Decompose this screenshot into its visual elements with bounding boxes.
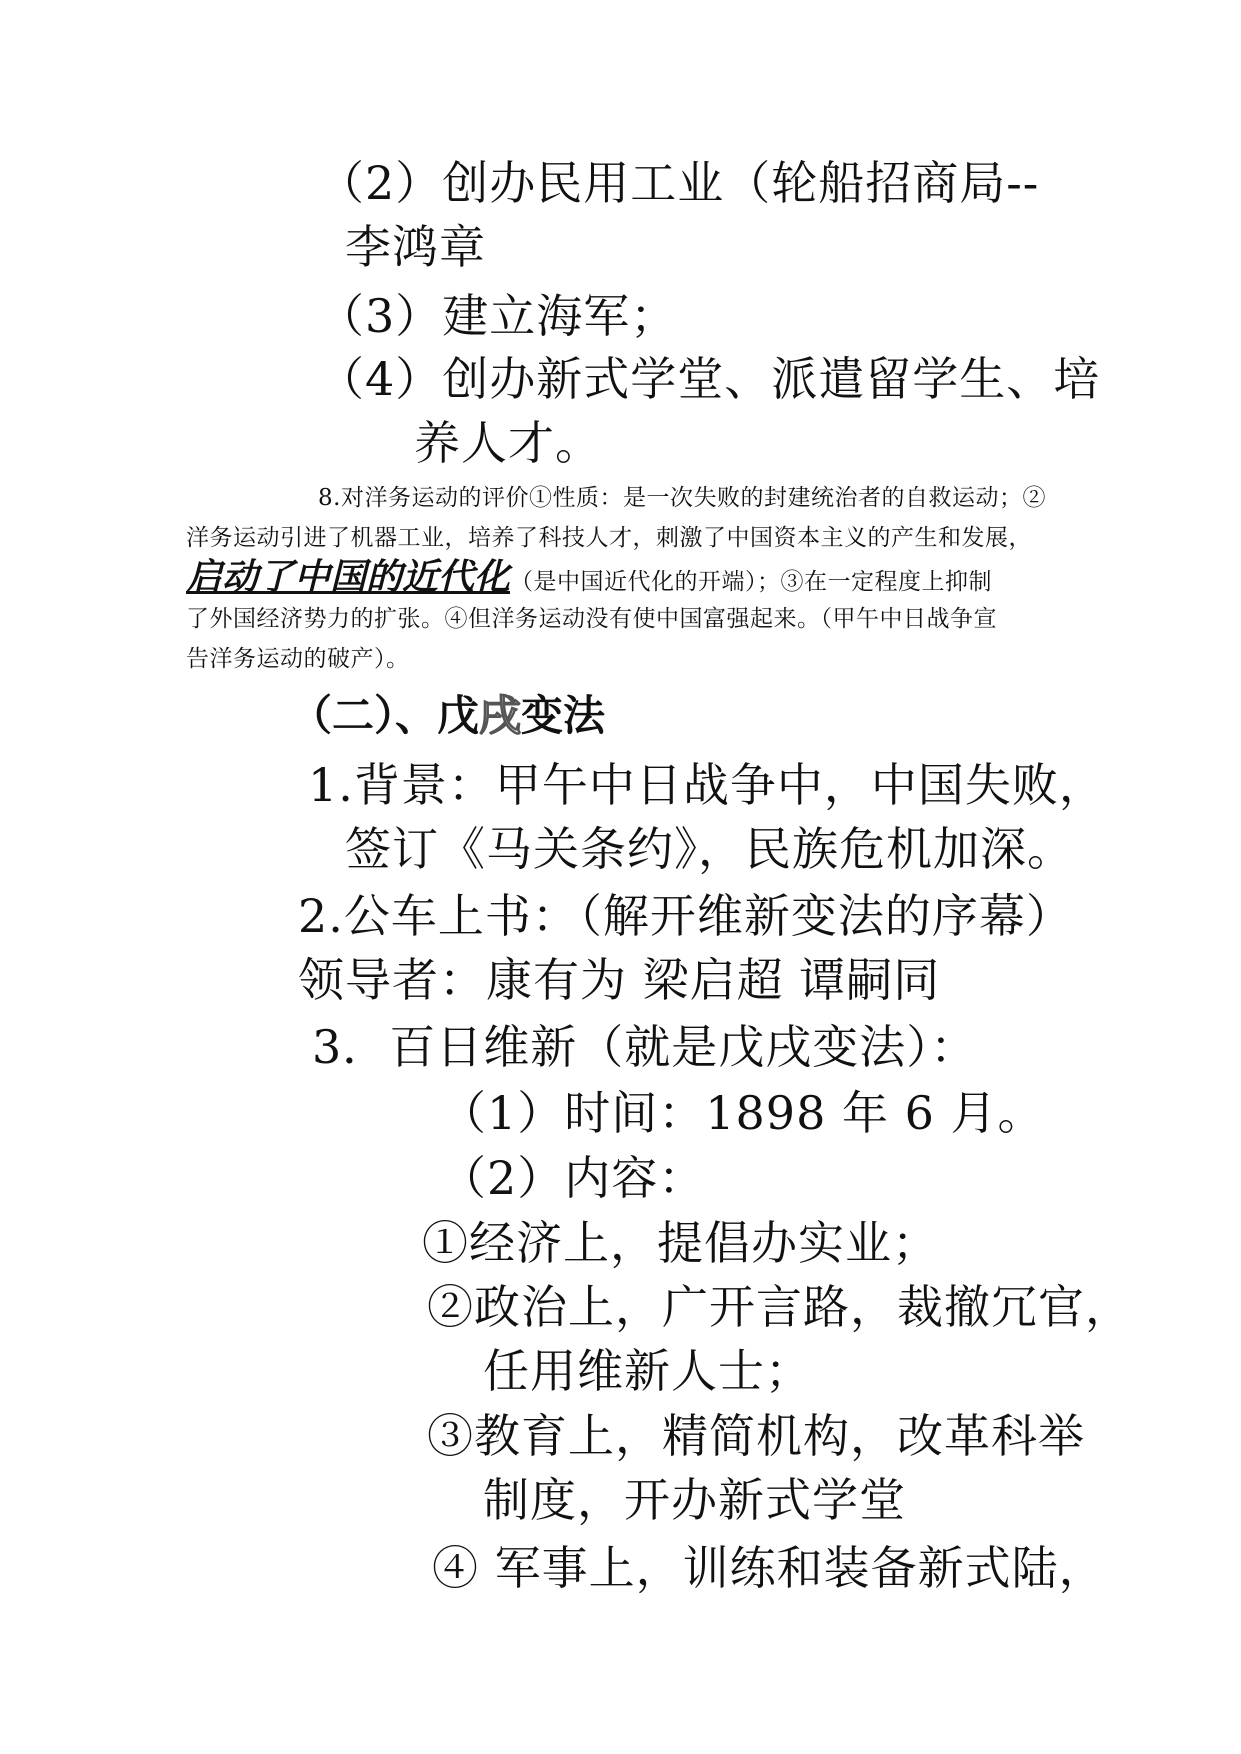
heading-part-2: 变法 [521,691,606,740]
content-economy: ①经济上，提倡办实业； [422,1216,939,1270]
section-heading [290,691,606,740]
content-education-line-2: 制度，开办新式学堂 [483,1473,906,1527]
heading-part-1: （二）、戊 [290,691,480,740]
evaluation-line-1: 8.对洋务运动的评价①性质：是一次失败的封建统治者的自救运动；② [318,485,1046,511]
content-education-line-1: ③教育上，精简机构，改革科举 [427,1409,1085,1463]
reform-time: （1）时间：1898 年 6 月。 [440,1086,1045,1140]
evaluation-line-5: 告洋务运动的破产）。 [186,646,410,672]
leaders: 领导者：康有为 梁启超 谭嗣同 [298,953,941,1007]
background-line-2: 签订《马关条约》，民族危机加深。 [345,822,1074,876]
item-3: （3）建立海军； [318,289,678,343]
content-politics-line-1: ②政治上，广开言路，裁撤冗官， [427,1280,1132,1334]
background-line-1: 1.背景：甲午中日战争中，中国失败， [308,758,1106,812]
item-2-line-2: 李鸿章 [345,220,486,274]
evaluation-line-3-rest: （是中国近代化的开端）；③在一定程度上抑制 [510,569,993,595]
content-politics-line-2: 任用维新人士； [483,1344,812,1398]
petition: 2.公车上书：（解开维新变法的序幕） [298,889,1073,943]
reform-title: 3．百日维新（就是戊戌变法）： [312,1020,978,1074]
evaluation-line-2: 洋务运动引进了机器工业，培养了科技人才，刺激了中国资本主义的产生和发展， [186,525,1032,551]
heading-outlined-char: 戌 [479,691,522,740]
evaluation-line-4: 了外国经济势力的扩张。④但洋务运动没有使中国富强起来。（甲午中日战争宣 [186,606,997,632]
emphasis-modernization: 启动了中国的近代化 [186,557,511,598]
content-military: ④ 军事上，训练和装备新式陆， [432,1541,1106,1595]
evaluation-line-3 [186,557,993,598]
item-4-line-2: 养人才。 [414,416,602,470]
item-4-line-1: （4）创办新式学堂、派遣留学生、培 [318,352,1101,406]
item-2-line-1: （2）创办民用工业（轮船招商局-- [318,156,1040,210]
reform-content-label: （2）内容： [440,1151,706,1205]
